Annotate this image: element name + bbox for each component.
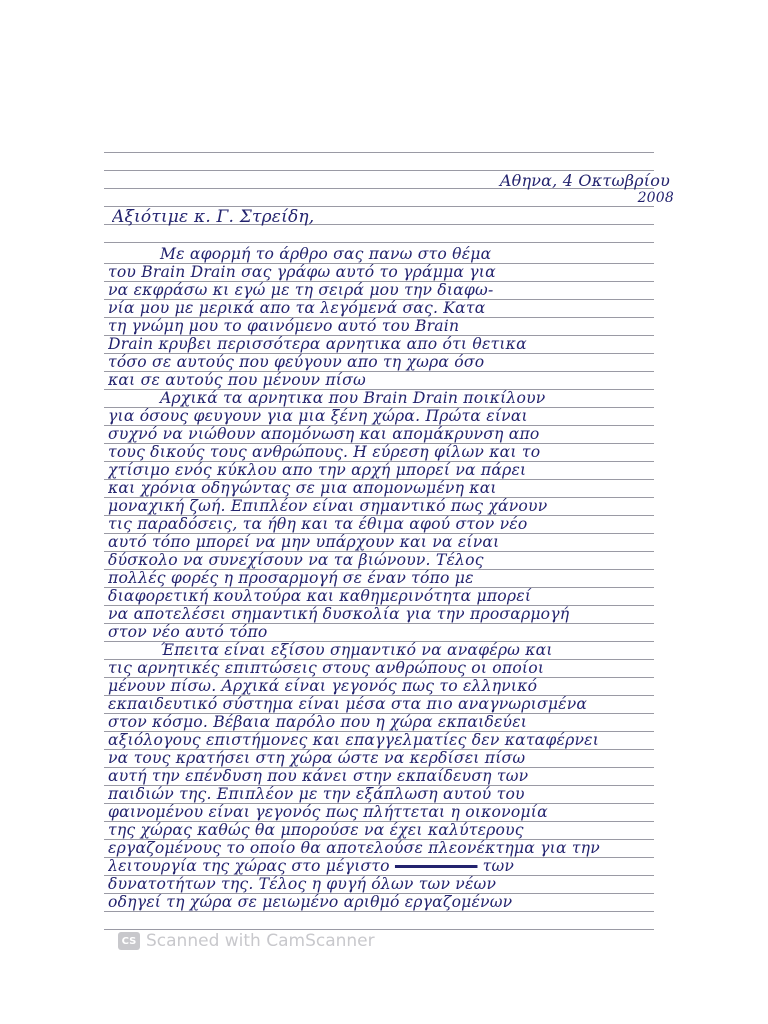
letter-line: και χρόνια οδηγώντας σε μια απομονωμένη και [108, 479, 497, 497]
letter-line: στον κόσμο. Βέβαια παρόλο που η χώρα εκπαιδεύει [108, 713, 528, 731]
letter-line: Αρχικά τα αρνητικα που Brain Drain ποικίλουν [160, 389, 546, 407]
letter-line: να αποτελέσει σημαντική δυσκολία για την προσαρμογή [108, 605, 570, 623]
letter-line: τόσο σε αυτούς που φεύγουν απο τη χωρα όσο [108, 353, 485, 371]
letter-line: στον νέο αυτό τόπο [108, 623, 268, 641]
letter-line: παιδιών της. Επιπλέον με την εξάπλωση αυτού του [108, 785, 525, 803]
letter-line: μένουν πίσω. Αρχικά είναι γεγονός πως το ελληνικό [108, 677, 538, 695]
scanner-watermark [118, 931, 375, 951]
letter-line: φαινομένου είναι γεγονός πως πλήττεται η οικονομία [108, 803, 548, 821]
letter-line: του Brain Drain σας γράφω αυτό το γράμμα για [108, 263, 496, 281]
letter-line: τους δικούς τους ανθρώπους. Η εύρεση φίλων και το [108, 443, 541, 461]
letter-line: οδηγεί τη χώρα σε μειωμένο αριθμό εργαζομένων [108, 893, 513, 911]
letter-line: μοναχική ζωή. Επιπλέον είναι σημαντικό πως χάνουν [108, 497, 548, 515]
watermark-text: Scanned with CamScanner [146, 931, 375, 951]
ruled-line [104, 929, 654, 930]
letter-line: αξιόλογους επιστήμονες και επαγγελματίες δεν καταφέρνει [108, 731, 600, 749]
letter-line: εργαζομένους το οποίο θα αποτελούσε πλεονέκτημα για την [108, 839, 600, 857]
crossed-out-word [395, 857, 478, 875]
letter-line-with-strikeout [108, 857, 656, 875]
letter-line: Drain κρυβει περισσότερα αρνητικα απο ότι θετικα [108, 335, 527, 353]
letter-line: Με αφορμή το άρθρο σας πανω στο θέμα [160, 245, 492, 263]
letter-line: Έπειτα είναι εξίσου σημαντικό να αναφέρω και [160, 641, 553, 659]
letter-line: να εκφράσω κι εγώ με τη σειρά μου την διαφω- [108, 281, 494, 299]
letter-line: της χώρας καθώς θα μπορούσε να έχει καλύτερους [108, 821, 524, 839]
ruled-line [104, 242, 654, 243]
letter-line-segment: λειτουργία της χώρας στο μέγιστο [108, 857, 390, 875]
letter-year: 2008 [637, 190, 674, 206]
letter-line: να τους κρατήσει στη χώρα ώστε να κερδίσει πίσω [108, 749, 526, 767]
letter-line-segment: των [482, 857, 515, 875]
letter-date: Αθηνα, 4 Οκτωβρίου [499, 172, 670, 190]
letter-line: εκπαιδευτικό σύστημα είναι μέσα στα πιο αναγνωρισμένα [108, 695, 588, 713]
letter-line: και σε αυτούς που μένουν πίσω [108, 371, 366, 389]
letter-line: διαφορετική κουλτούρα και καθημερινότητα μπορεί [108, 587, 532, 605]
letter-line: χτίσιμο ενός κύκλου απο την αρχή μπορεί να πάρει [108, 461, 527, 479]
salutation: Αξιότιμε κ. Γ. Στρείδη, [112, 208, 315, 226]
letter-line: για όσους φευγουν για μια ξένη χώρα. Πρώτα είναι [108, 407, 528, 425]
letter-line: αυτή την επένδυση που κάνει στην εκπαίδευση των [108, 767, 529, 785]
letter-line: συχνό να νιώθουν απομόνωση και απομάκρυνση απο [108, 425, 540, 443]
camscanner-logo-icon: CS [118, 932, 140, 950]
letter-line: τη γνώμη μου το φαινόμενο αυτό του Brain [108, 317, 460, 335]
letter-line: αυτό τόπο μπορεί να μην υπάρχουν και να είναι [108, 533, 500, 551]
ruled-line [104, 152, 654, 153]
ruled-line [104, 911, 654, 912]
letter-line: νία μου με μερικά απο τα λεγόμενά σας. Κατα [108, 299, 486, 317]
letter-line: τις αρνητικές επιπτώσεις στους ανθρώπους οι οποίοι [108, 659, 545, 677]
ruled-line [104, 170, 654, 171]
letter-line: τις παραδόσεις, τα ήθη και τα έθιμα αφού στον νέο [108, 515, 528, 533]
letter-line: πολλές φορές η προσαρμογή σε έναν τόπο με [108, 569, 474, 587]
letter-line: δύσκολο να συνεχίσουν να τα βιώνουν. Τέλος [108, 551, 484, 569]
letter-line: δυνατοτήτων της. Τέλος η φυγή όλων των νέων [108, 875, 497, 893]
